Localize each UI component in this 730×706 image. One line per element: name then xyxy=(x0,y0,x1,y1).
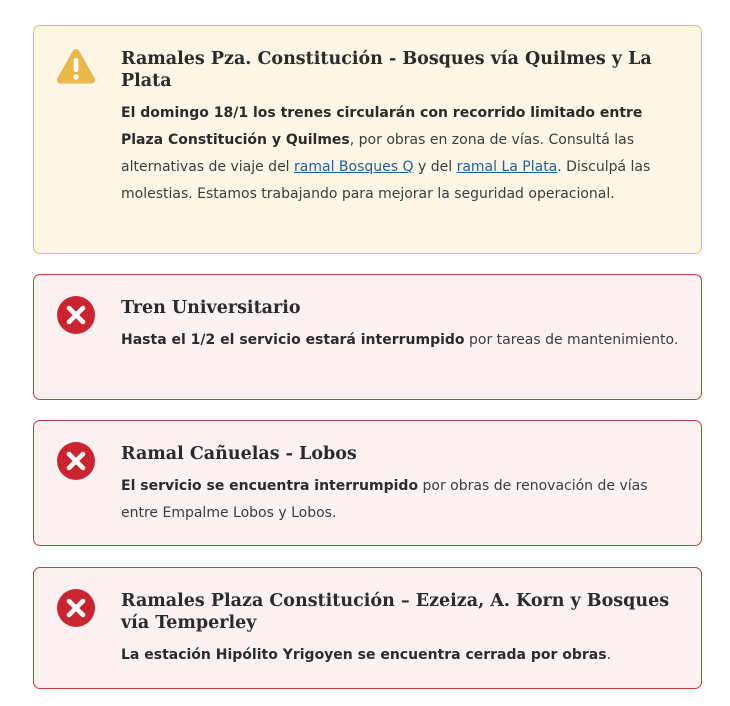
alert-title: Ramales Plaza Constitución – Ezeiza, A. Korn y Bosques vía Temperley xyxy=(121,591,670,633)
alert-body xyxy=(121,327,685,354)
error-x-icon xyxy=(55,587,97,629)
alert-body-text: . Disculpá las molestias. Estamos trabajando para mejorar la seguridad operacional. xyxy=(121,159,651,202)
alert-error-constitucion-ezeiza xyxy=(33,567,702,689)
alert-body-text: . xyxy=(606,647,612,663)
alert-body-text: y del xyxy=(413,159,457,175)
alert-title: Ramales Pza. Constitución - Bosques vía Quilmes y La Plata xyxy=(121,49,652,91)
alert-body xyxy=(121,100,685,208)
error-x-icon xyxy=(55,440,97,482)
alert-body-bold: Hasta el 1/2 el servicio estará interrumpido xyxy=(121,332,465,348)
ramal-bosques-q-link[interactable]: ramal Bosques Q xyxy=(294,159,414,175)
alert-error-canuelas-lobos xyxy=(33,420,702,546)
error-x-icon xyxy=(55,294,97,336)
alert-body-text: por tareas de mantenimiento. xyxy=(464,332,679,348)
alert-body-bold: El servicio se encuentra interrumpido xyxy=(121,478,419,494)
alert-body-bold: La estación Hipólito Yrigoyen se encuentra cerrada por obras xyxy=(121,647,607,663)
ramal-la-plata-link[interactable]: ramal La Plata xyxy=(456,159,558,175)
alert-body xyxy=(121,473,685,527)
alert-content xyxy=(121,443,685,527)
alert-title: Ramal Cañuelas - Lobos xyxy=(121,444,357,464)
alert-body-bold: El domingo 18/1 los trenes circularán con recorrido limitado entre Plaza Constitución y Quilmes xyxy=(121,105,643,148)
alert-content xyxy=(121,590,685,669)
alert-warning-constitucion-bosques xyxy=(33,25,702,254)
alert-content xyxy=(121,297,685,354)
alert-error-tren-universitario xyxy=(33,274,702,400)
alert-body-text: , por obras en zona de vías. Consultá las alternativas de viaje del xyxy=(121,132,635,175)
warning-triangle-icon xyxy=(55,45,97,87)
alert-content xyxy=(121,48,685,208)
alert-body xyxy=(121,642,685,669)
alert-title: Tren Universitario xyxy=(121,298,301,318)
alert-body-text: por obras de renovación de vías entre Empalme Lobos y Lobos. xyxy=(121,478,648,521)
